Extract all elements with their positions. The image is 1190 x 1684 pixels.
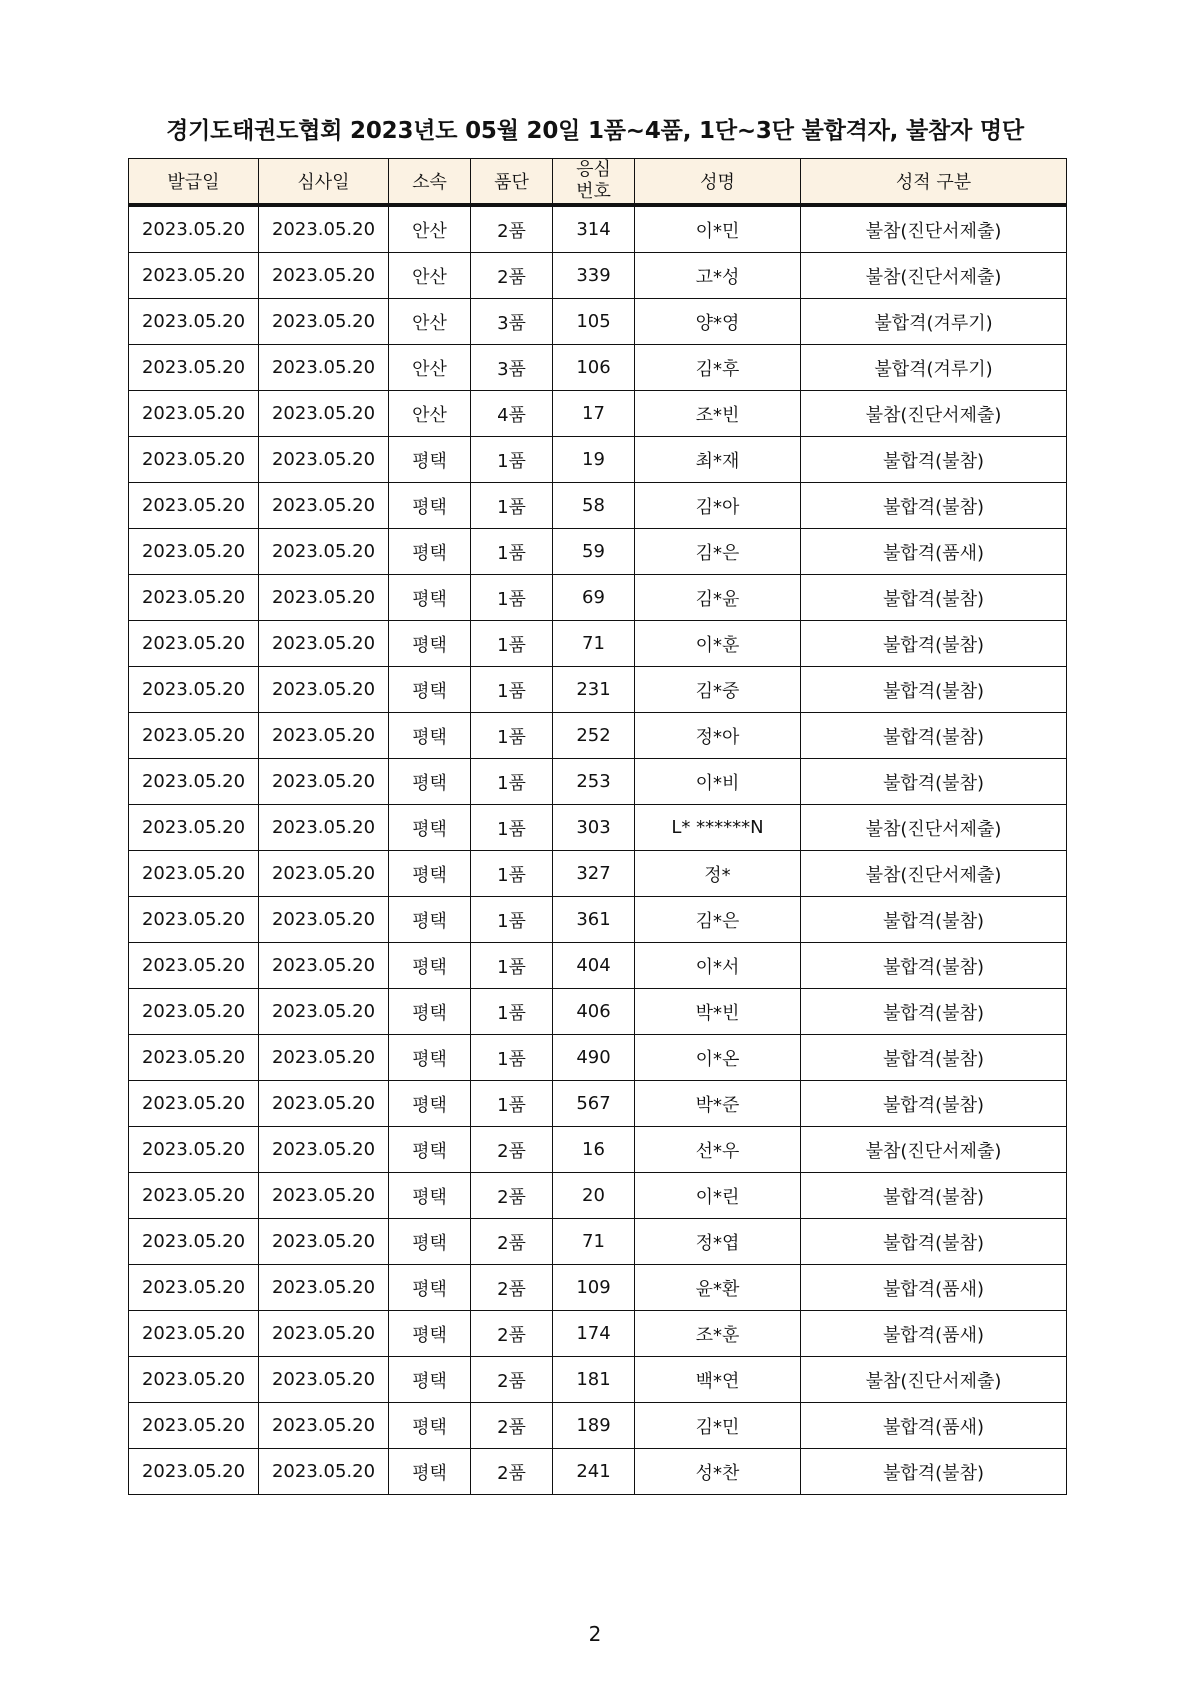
cell-affiliation: 평택 [389,483,471,529]
cell-name: 이*서 [635,943,801,989]
cell-exam-number: 567 [553,1081,635,1127]
cell-exam-number: 69 [553,575,635,621]
cell-name: 박*빈 [635,989,801,1035]
cell-rank: 2품 [471,1173,553,1219]
table-row [129,1311,1067,1357]
cell-exam-date: 2023.05.20 [259,1311,389,1357]
table-row [129,943,1067,989]
cell-name: 백*연 [635,1357,801,1403]
cell-issue-date: 2023.05.20 [129,897,259,943]
cell-result: 불합격(불참) [801,1449,1067,1495]
table-row [129,989,1067,1035]
page-number: 2 [588,1622,602,1646]
cell-exam-date: 2023.05.20 [259,483,389,529]
cell-exam-date: 2023.05.20 [259,943,389,989]
cell-result: 불합격(불참) [801,1219,1067,1265]
cell-exam-number: 231 [553,667,635,713]
cell-rank: 2품 [471,1403,553,1449]
cell-exam-date: 2023.05.20 [259,897,389,943]
cell-issue-date: 2023.05.20 [129,575,259,621]
cell-exam-number: 406 [553,989,635,1035]
cell-affiliation: 안산 [389,253,471,299]
cell-issue-date: 2023.05.20 [129,621,259,667]
cell-issue-date: 2023.05.20 [129,1173,259,1219]
cell-issue-date: 2023.05.20 [129,851,259,897]
table-row [129,253,1067,299]
cell-result: 불합격(불참) [801,713,1067,759]
cell-affiliation: 평택 [389,943,471,989]
table-row [129,1357,1067,1403]
cell-exam-date: 2023.05.20 [259,575,389,621]
cell-affiliation: 평택 [389,1311,471,1357]
cell-result: 불합격(불참) [801,759,1067,805]
cell-exam-number: 19 [553,437,635,483]
cell-name: 정*엽 [635,1219,801,1265]
table-row [129,1173,1067,1219]
cell-issue-date: 2023.05.20 [129,989,259,1035]
cell-rank: 3품 [471,345,553,391]
cell-result: 불합격(불참) [801,1173,1067,1219]
cell-exam-number: 327 [553,851,635,897]
table-row [129,205,1067,253]
cell-exam-date: 2023.05.20 [259,851,389,897]
cell-exam-number: 241 [553,1449,635,1495]
cell-exam-date: 2023.05.20 [259,1173,389,1219]
cell-rank: 3품 [471,299,553,345]
cell-issue-date: 2023.05.20 [129,1403,259,1449]
cell-result: 불합격(품새) [801,1403,1067,1449]
cell-issue-date: 2023.05.20 [129,1127,259,1173]
page-title: 경기도태권도협회 2023년도 05월 20일 1품~4품, 1단~3단 불합격자, 불참자 명단 [166,118,1024,144]
table-row [129,805,1067,851]
cell-rank: 1품 [471,897,553,943]
cell-name: 김*민 [635,1403,801,1449]
cell-exam-date: 2023.05.20 [259,1357,389,1403]
cell-result: 불합격(겨루기) [801,345,1067,391]
cell-name: 정*아 [635,713,801,759]
cell-exam-number: 20 [553,1173,635,1219]
header-name: 성명 [635,159,801,206]
cell-rank: 1품 [471,529,553,575]
cell-affiliation: 안산 [389,299,471,345]
cell-exam-number: 16 [553,1127,635,1173]
cell-exam-number: 314 [553,205,635,253]
cell-name: 이*온 [635,1035,801,1081]
table-row [129,299,1067,345]
header-exam-number: 응심 번호 [553,159,635,206]
cell-issue-date: 2023.05.20 [129,299,259,345]
cell-issue-date: 2023.05.20 [129,345,259,391]
cell-exam-date: 2023.05.20 [259,1219,389,1265]
table-row [129,1081,1067,1127]
cell-rank: 2품 [471,1311,553,1357]
table-row [129,1449,1067,1495]
cell-rank: 1품 [471,713,553,759]
cell-issue-date: 2023.05.20 [129,759,259,805]
cell-exam-number: 189 [553,1403,635,1449]
cell-name: 고*성 [635,253,801,299]
cell-rank: 1품 [471,805,553,851]
cell-exam-number: 59 [553,529,635,575]
cell-result: 불합격(불참) [801,897,1067,943]
cell-issue-date: 2023.05.20 [129,667,259,713]
cell-exam-number: 58 [553,483,635,529]
cell-rank: 1품 [471,437,553,483]
cell-name: 조*빈 [635,391,801,437]
cell-exam-date: 2023.05.20 [259,805,389,851]
cell-affiliation: 평택 [389,529,471,575]
cell-name: 조*훈 [635,1311,801,1357]
table-row [129,1127,1067,1173]
cell-exam-date: 2023.05.20 [259,391,389,437]
cell-exam-date: 2023.05.20 [259,667,389,713]
cell-rank: 1품 [471,759,553,805]
header-rank: 품단 [471,159,553,206]
cell-exam-date: 2023.05.20 [259,1449,389,1495]
cell-exam-number: 361 [553,897,635,943]
cell-exam-date: 2023.05.20 [259,759,389,805]
cell-exam-date: 2023.05.20 [259,1403,389,1449]
cell-affiliation: 평택 [389,805,471,851]
cell-affiliation: 평택 [389,759,471,805]
cell-result: 불합격(품새) [801,529,1067,575]
cell-issue-date: 2023.05.20 [129,391,259,437]
cell-issue-date: 2023.05.20 [129,943,259,989]
cell-issue-date: 2023.05.20 [129,1357,259,1403]
cell-exam-date: 2023.05.20 [259,437,389,483]
cell-affiliation: 평택 [389,1081,471,1127]
cell-issue-date: 2023.05.20 [129,1265,259,1311]
cell-issue-date: 2023.05.20 [129,483,259,529]
cell-rank: 2품 [471,1357,553,1403]
cell-exam-number: 339 [553,253,635,299]
cell-rank: 2품 [471,253,553,299]
cell-result: 불합격(불참) [801,1081,1067,1127]
cell-rank: 1품 [471,621,553,667]
cell-issue-date: 2023.05.20 [129,805,259,851]
cell-name: 이*린 [635,1173,801,1219]
cell-exam-number: 109 [553,1265,635,1311]
cell-result: 불합격(품새) [801,1311,1067,1357]
cell-exam-number: 105 [553,299,635,345]
cell-exam-number: 490 [553,1035,635,1081]
cell-name: 최*재 [635,437,801,483]
table-row [129,667,1067,713]
cell-affiliation: 안산 [389,391,471,437]
table-row [129,759,1067,805]
cell-result: 불합격(불참) [801,621,1067,667]
cell-rank: 1품 [471,943,553,989]
cell-issue-date: 2023.05.20 [129,529,259,575]
cell-affiliation: 평택 [389,1219,471,1265]
table-row [129,575,1067,621]
cell-exam-date: 2023.05.20 [259,713,389,759]
cell-affiliation: 평택 [389,1265,471,1311]
cell-result: 불참(진단서제출) [801,1357,1067,1403]
cell-exam-date: 2023.05.20 [259,299,389,345]
table-row [129,483,1067,529]
cell-rank: 1품 [471,1081,553,1127]
cell-result: 불합격(불참) [801,943,1067,989]
cell-affiliation: 평택 [389,1449,471,1495]
cell-affiliation: 평택 [389,1173,471,1219]
cell-rank: 1품 [471,989,553,1035]
table-row [129,1403,1067,1449]
cell-exam-number: 71 [553,1219,635,1265]
table-row [129,851,1067,897]
cell-result: 불참(진단서제출) [801,851,1067,897]
cell-name: 성*찬 [635,1449,801,1495]
cell-affiliation: 평택 [389,1127,471,1173]
cell-affiliation: 평택 [389,897,471,943]
cell-result: 불참(진단서제출) [801,253,1067,299]
cell-affiliation: 평택 [389,1035,471,1081]
cell-exam-number: 252 [553,713,635,759]
cell-rank: 1품 [471,575,553,621]
cell-exam-date: 2023.05.20 [259,205,389,253]
cell-exam-date: 2023.05.20 [259,1127,389,1173]
cell-exam-number: 253 [553,759,635,805]
cell-rank: 1품 [471,851,553,897]
cell-name: 김*후 [635,345,801,391]
cell-rank: 1품 [471,1035,553,1081]
cell-exam-number: 71 [553,621,635,667]
table-row [129,1035,1067,1081]
cell-rank: 4품 [471,391,553,437]
cell-name: 윤*환 [635,1265,801,1311]
table-row [129,897,1067,943]
cell-name: L* ******N [635,805,801,851]
cell-exam-date: 2023.05.20 [259,621,389,667]
cell-result: 불참(진단서제출) [801,805,1067,851]
table-row [129,713,1067,759]
cell-exam-date: 2023.05.20 [259,989,389,1035]
table-row [129,1265,1067,1311]
cell-issue-date: 2023.05.20 [129,1035,259,1081]
header-exam-date: 심사일 [259,159,389,206]
cell-rank: 2품 [471,1449,553,1495]
cell-exam-date: 2023.05.20 [259,529,389,575]
cell-result: 불합격(불참) [801,989,1067,1035]
cell-result: 불합격(불참) [801,667,1067,713]
cell-affiliation: 평택 [389,575,471,621]
table-row [129,1219,1067,1265]
cell-name: 선*우 [635,1127,801,1173]
cell-name: 김*윤 [635,575,801,621]
cell-name: 정* [635,851,801,897]
cell-affiliation: 평택 [389,1357,471,1403]
cell-result: 불참(진단서제출) [801,1127,1067,1173]
cell-exam-number: 404 [553,943,635,989]
cell-exam-number: 106 [553,345,635,391]
cell-affiliation: 평택 [389,437,471,483]
results-table [128,158,1067,1495]
cell-exam-number: 181 [553,1357,635,1403]
cell-affiliation: 평택 [389,667,471,713]
cell-issue-date: 2023.05.20 [129,713,259,759]
cell-rank: 2품 [471,205,553,253]
cell-name: 박*준 [635,1081,801,1127]
cell-affiliation: 평택 [389,1403,471,1449]
cell-affiliation: 안산 [389,205,471,253]
table-row [129,345,1067,391]
cell-name: 김*중 [635,667,801,713]
cell-exam-date: 2023.05.20 [259,345,389,391]
cell-result: 불합격(겨루기) [801,299,1067,345]
cell-name: 이*민 [635,205,801,253]
cell-rank: 2품 [471,1265,553,1311]
header-issue-date: 발급일 [129,159,259,206]
cell-exam-date: 2023.05.20 [259,1081,389,1127]
cell-name: 김*은 [635,529,801,575]
cell-affiliation: 평택 [389,851,471,897]
cell-rank: 2품 [471,1219,553,1265]
cell-name: 양*영 [635,299,801,345]
cell-result: 불합격(불참) [801,483,1067,529]
cell-result: 불합격(불참) [801,1035,1067,1081]
cell-result: 불합격(품새) [801,1265,1067,1311]
cell-name: 이*비 [635,759,801,805]
cell-exam-number: 303 [553,805,635,851]
cell-name: 김*아 [635,483,801,529]
cell-affiliation: 평택 [389,621,471,667]
cell-issue-date: 2023.05.20 [129,1449,259,1495]
cell-issue-date: 2023.05.20 [129,205,259,253]
cell-rank: 2품 [471,1127,553,1173]
cell-affiliation: 안산 [389,345,471,391]
cell-exam-date: 2023.05.20 [259,1265,389,1311]
cell-issue-date: 2023.05.20 [129,253,259,299]
header-affiliation: 소속 [389,159,471,206]
cell-exam-date: 2023.05.20 [259,1035,389,1081]
table-row [129,437,1067,483]
cell-name: 김*은 [635,897,801,943]
cell-issue-date: 2023.05.20 [129,1081,259,1127]
cell-rank: 1품 [471,483,553,529]
table-row [129,391,1067,437]
cell-result: 불합격(불참) [801,437,1067,483]
cell-result: 불참(진단서제출) [801,205,1067,253]
cell-exam-number: 174 [553,1311,635,1357]
cell-rank: 1품 [471,667,553,713]
table-row [129,529,1067,575]
cell-affiliation: 평택 [389,713,471,759]
cell-affiliation: 평택 [389,989,471,1035]
cell-exam-date: 2023.05.20 [259,253,389,299]
cell-issue-date: 2023.05.20 [129,437,259,483]
table-row [129,621,1067,667]
table-header-row [129,159,1067,206]
cell-name: 이*훈 [635,621,801,667]
cell-exam-number: 17 [553,391,635,437]
table-body [129,205,1067,1495]
cell-issue-date: 2023.05.20 [129,1311,259,1357]
cell-result: 불참(진단서제출) [801,391,1067,437]
cell-result: 불합격(불참) [801,575,1067,621]
cell-issue-date: 2023.05.20 [129,1219,259,1265]
header-result: 성적 구분 [801,159,1067,206]
